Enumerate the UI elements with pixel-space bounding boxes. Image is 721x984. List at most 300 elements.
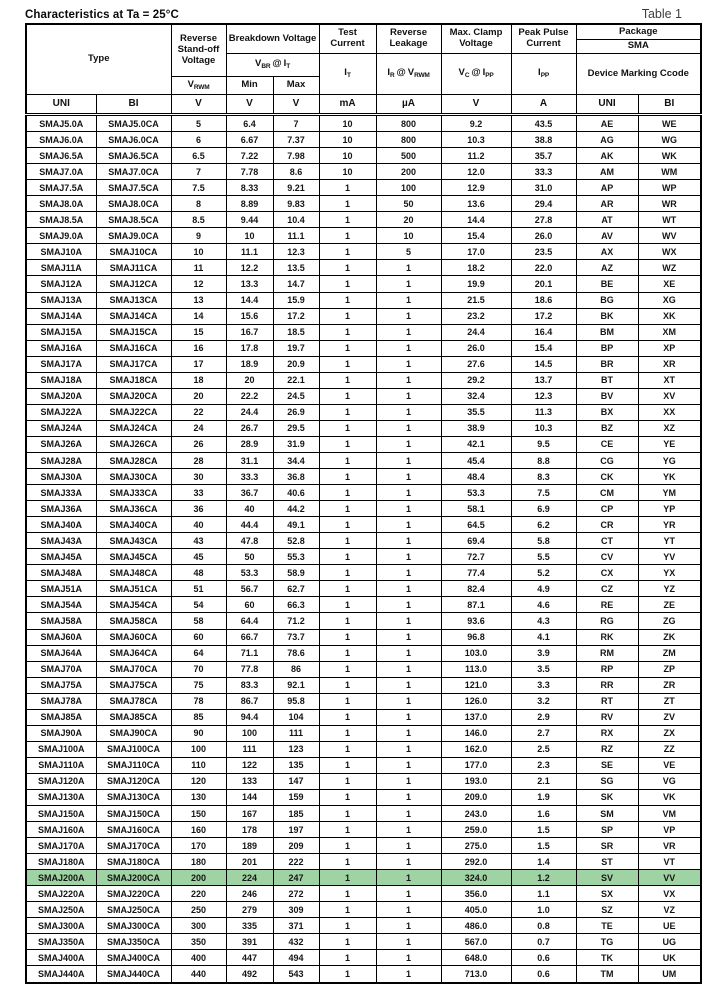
cell-test-current: 1	[319, 773, 376, 789]
cell-reverse-leakage: 1	[376, 645, 441, 661]
cell-vrwm: 8.5	[171, 212, 226, 228]
cell-marking-bi: XZ	[638, 420, 701, 436]
cell-reverse-leakage: 10	[376, 228, 441, 244]
cell-reverse-leakage: 1	[376, 469, 441, 485]
cell-reverse-leakage: 1	[376, 340, 441, 356]
cell-test-current: 1	[319, 661, 376, 677]
cell-vrwm: 10	[171, 244, 226, 260]
cell-type-uni: SMAJ36A	[26, 501, 96, 517]
cell-clamp-voltage: 10.3	[441, 132, 511, 148]
cell-vbr-min: 178	[226, 822, 273, 838]
cell-marking-bi: XT	[638, 372, 701, 388]
cell-vrwm: 150	[171, 806, 226, 822]
cell-type-bi: SMAJ18CA	[96, 372, 171, 388]
cell-clamp-voltage: 19.9	[441, 276, 511, 292]
cell-marking-bi: XM	[638, 324, 701, 340]
cell-vrwm: 22	[171, 404, 226, 420]
cell-vbr-min: 6.67	[226, 132, 273, 148]
cell-marking-bi: WT	[638, 212, 701, 228]
cell-clamp-voltage: 53.3	[441, 485, 511, 501]
cell-marking-uni: AZ	[576, 260, 638, 276]
header-breakdown-voltage: Breakdown Voltage	[226, 24, 319, 54]
cell-clamp-voltage: 209.0	[441, 789, 511, 805]
cell-type-uni: SMAJ45A	[26, 549, 96, 565]
cell-peak-pulse-current: 5.8	[511, 533, 576, 549]
cell-clamp-voltage: 648.0	[441, 950, 511, 966]
cell-clamp-voltage: 243.0	[441, 806, 511, 822]
cell-type-uni: SMAJ64A	[26, 645, 96, 661]
cell-vrwm: 30	[171, 469, 226, 485]
cell-reverse-leakage: 1	[376, 709, 441, 725]
cell-test-current: 1	[319, 934, 376, 950]
cell-vbr-max: 104	[273, 709, 319, 725]
cell-vrwm: 5	[171, 115, 226, 132]
cell-reverse-leakage: 1	[376, 757, 441, 773]
cell-type-bi: SMAJ180CA	[96, 854, 171, 870]
cell-test-current: 1	[319, 533, 376, 549]
table-row	[26, 517, 701, 533]
cell-type-uni: SMAJ33A	[26, 485, 96, 501]
cell-type-bi: SMAJ8.5CA	[96, 212, 171, 228]
cell-type-bi: SMAJ11CA	[96, 260, 171, 276]
cell-marking-bi: VM	[638, 806, 701, 822]
cell-vrwm: 60	[171, 629, 226, 645]
cell-vbr-min: 447	[226, 950, 273, 966]
cell-clamp-voltage: 21.5	[441, 292, 511, 308]
cell-clamp-voltage: 72.7	[441, 549, 511, 565]
cell-marking-uni: RZ	[576, 741, 638, 757]
cell-clamp-voltage: 275.0	[441, 838, 511, 854]
cell-vrwm: 130	[171, 789, 226, 805]
header-unit-uni: UNI	[26, 95, 96, 115]
cell-test-current: 1	[319, 196, 376, 212]
cell-clamp-voltage: 324.0	[441, 870, 511, 886]
cell-type-uni: SMAJ130A	[26, 789, 96, 805]
cell-marking-bi: XR	[638, 356, 701, 372]
table-row	[26, 741, 701, 757]
cell-test-current: 1	[319, 806, 376, 822]
cell-vbr-max: 185	[273, 806, 319, 822]
cell-type-bi: SMAJ400CA	[96, 950, 171, 966]
cell-vbr-min: 77.8	[226, 661, 273, 677]
cell-clamp-voltage: 87.1	[441, 597, 511, 613]
cell-clamp-voltage: 24.4	[441, 324, 511, 340]
cell-test-current: 1	[319, 549, 376, 565]
cell-vrwm: 110	[171, 757, 226, 773]
cell-type-uni: SMAJ9.0A	[26, 228, 96, 244]
cell-vbr-min: 44.4	[226, 517, 273, 533]
cell-reverse-leakage: 1	[376, 677, 441, 693]
table-row	[26, 308, 701, 324]
cell-vrwm: 170	[171, 838, 226, 854]
cell-marking-bi: UG	[638, 934, 701, 950]
header-reverse-leakage: Reverse Leakage	[376, 24, 441, 54]
cell-test-current: 1	[319, 709, 376, 725]
cell-peak-pulse-current: 0.7	[511, 934, 576, 950]
cell-vbr-max: 9.83	[273, 196, 319, 212]
header-max-clamp: Max. Clamp Voltage	[441, 24, 511, 54]
cell-marking-bi: ZV	[638, 709, 701, 725]
cell-type-uni: SMAJ440A	[26, 966, 96, 983]
cell-vrwm: 58	[171, 613, 226, 629]
cell-marking-bi: YM	[638, 485, 701, 501]
cell-clamp-voltage: 137.0	[441, 709, 511, 725]
cell-vrwm: 160	[171, 822, 226, 838]
cell-marking-uni: CV	[576, 549, 638, 565]
cell-peak-pulse-current: 14.5	[511, 356, 576, 372]
cell-reverse-leakage: 1	[376, 308, 441, 324]
table-row	[26, 677, 701, 693]
cell-vbr-max: 26.9	[273, 404, 319, 420]
cell-clamp-voltage: 121.0	[441, 677, 511, 693]
cell-type-bi: SMAJ51CA	[96, 581, 171, 597]
cell-marking-uni: RR	[576, 677, 638, 693]
cell-clamp-voltage: 567.0	[441, 934, 511, 950]
table-row	[26, 324, 701, 340]
table-row	[26, 356, 701, 372]
cell-type-uni: SMAJ28A	[26, 452, 96, 468]
cell-reverse-leakage: 1	[376, 388, 441, 404]
cell-peak-pulse-current: 16.4	[511, 324, 576, 340]
cell-marking-bi: VV	[638, 870, 701, 886]
cell-reverse-leakage: 1	[376, 613, 441, 629]
cell-vrwm: 13	[171, 292, 226, 308]
cell-marking-uni: RM	[576, 645, 638, 661]
cell-test-current: 1	[319, 629, 376, 645]
cell-vbr-max: 8.6	[273, 164, 319, 180]
cell-vrwm: 43	[171, 533, 226, 549]
table-row	[26, 180, 701, 196]
cell-vrwm: 28	[171, 452, 226, 468]
cell-reverse-leakage: 1	[376, 517, 441, 533]
cell-reverse-leakage: 1	[376, 789, 441, 805]
table-row	[26, 709, 701, 725]
cell-reverse-leakage: 1	[376, 725, 441, 741]
cell-type-uni: SMAJ300A	[26, 918, 96, 934]
cell-marking-uni: AP	[576, 180, 638, 196]
cell-type-uni: SMAJ43A	[26, 533, 96, 549]
cell-test-current: 1	[319, 276, 376, 292]
cell-marking-bi: VG	[638, 773, 701, 789]
table-row	[26, 613, 701, 629]
cell-vbr-max: 29.5	[273, 420, 319, 436]
cell-reverse-leakage: 1	[376, 549, 441, 565]
cell-vrwm: 24	[171, 420, 226, 436]
cell-type-uni: SMAJ350A	[26, 934, 96, 950]
cell-vbr-max: 92.1	[273, 677, 319, 693]
table-row	[26, 918, 701, 934]
cell-vbr-min: 64.4	[226, 613, 273, 629]
cell-vrwm: 220	[171, 886, 226, 902]
cell-peak-pulse-current: 7.5	[511, 485, 576, 501]
cell-reverse-leakage: 20	[376, 212, 441, 228]
cell-vbr-max: 209	[273, 838, 319, 854]
table-row	[26, 244, 701, 260]
table-row	[26, 260, 701, 276]
header-unit-a: A	[511, 95, 576, 115]
cell-vbr-min: 22.2	[226, 388, 273, 404]
cell-type-bi: SMAJ15CA	[96, 324, 171, 340]
cell-marking-uni: CK	[576, 469, 638, 485]
header-unit-v3: V	[273, 95, 319, 115]
cell-type-bi: SMAJ26CA	[96, 436, 171, 452]
cell-reverse-leakage: 1	[376, 934, 441, 950]
cell-vbr-max: 14.7	[273, 276, 319, 292]
cell-clamp-voltage: 64.5	[441, 517, 511, 533]
cell-reverse-leakage: 800	[376, 132, 441, 148]
cell-vrwm: 54	[171, 597, 226, 613]
cell-clamp-voltage: 259.0	[441, 822, 511, 838]
table-row	[26, 196, 701, 212]
cell-marking-bi: ZM	[638, 645, 701, 661]
cell-vbr-min: 122	[226, 757, 273, 773]
header-unit-v2: V	[226, 95, 273, 115]
cell-clamp-voltage: 58.1	[441, 501, 511, 517]
cell-clamp-voltage: 162.0	[441, 741, 511, 757]
cell-clamp-voltage: 713.0	[441, 966, 511, 983]
table-row	[26, 934, 701, 950]
cell-marking-uni: BZ	[576, 420, 638, 436]
cell-marking-bi: WE	[638, 115, 701, 132]
cell-vrwm: 9	[171, 228, 226, 244]
cell-marking-bi: YG	[638, 452, 701, 468]
table-row	[26, 629, 701, 645]
cell-clamp-voltage: 93.6	[441, 613, 511, 629]
cell-marking-bi: XX	[638, 404, 701, 420]
cell-test-current: 1	[319, 870, 376, 886]
cell-type-bi: SMAJ100CA	[96, 741, 171, 757]
cell-vbr-min: 71.1	[226, 645, 273, 661]
table-row	[26, 485, 701, 501]
cell-type-uni: SMAJ85A	[26, 709, 96, 725]
cell-vrwm: 75	[171, 677, 226, 693]
cell-vbr-min: 7.22	[226, 148, 273, 164]
table-row	[26, 404, 701, 420]
cell-type-bi: SMAJ45CA	[96, 549, 171, 565]
cell-vbr-max: 159	[273, 789, 319, 805]
cell-vbr-max: 7.98	[273, 148, 319, 164]
cell-vrwm: 7.5	[171, 180, 226, 196]
cell-vbr-max: 7	[273, 115, 319, 132]
cell-type-bi: SMAJ48CA	[96, 565, 171, 581]
table-row	[26, 902, 701, 918]
cell-vbr-min: 53.3	[226, 565, 273, 581]
cell-test-current: 1	[319, 757, 376, 773]
table-row	[26, 950, 701, 966]
cell-clamp-voltage: 82.4	[441, 581, 511, 597]
cell-reverse-leakage: 1	[376, 661, 441, 677]
cell-marking-uni: BG	[576, 292, 638, 308]
cell-marking-uni: AR	[576, 196, 638, 212]
cell-vbr-max: 9.21	[273, 180, 319, 196]
cell-type-uni: SMAJ14A	[26, 308, 96, 324]
cell-reverse-leakage: 1	[376, 773, 441, 789]
cell-test-current: 1	[319, 180, 376, 196]
cell-test-current: 1	[319, 613, 376, 629]
cell-type-uni: SMAJ8.5A	[26, 212, 96, 228]
cell-test-current: 1	[319, 436, 376, 452]
cell-vrwm: 6.5	[171, 148, 226, 164]
cell-peak-pulse-current: 2.3	[511, 757, 576, 773]
cell-reverse-leakage: 1	[376, 404, 441, 420]
cell-marking-uni: BX	[576, 404, 638, 420]
cell-vrwm: 8	[171, 196, 226, 212]
cell-marking-bi: ZK	[638, 629, 701, 645]
cell-type-uni: SMAJ6.5A	[26, 148, 96, 164]
cell-vbr-min: 94.4	[226, 709, 273, 725]
cell-marking-uni: AX	[576, 244, 638, 260]
cell-marking-bi: UE	[638, 918, 701, 934]
cell-marking-uni: SX	[576, 886, 638, 902]
cell-marking-bi: VR	[638, 838, 701, 854]
cell-type-bi: SMAJ7.0CA	[96, 164, 171, 180]
cell-vrwm: 78	[171, 693, 226, 709]
cell-type-uni: SMAJ48A	[26, 565, 96, 581]
cell-test-current: 10	[319, 148, 376, 164]
cell-marking-bi: ZX	[638, 725, 701, 741]
cell-reverse-leakage: 1	[376, 581, 441, 597]
cell-vbr-min: 167	[226, 806, 273, 822]
cell-vbr-min: 9.44	[226, 212, 273, 228]
cell-vbr-max: 19.7	[273, 340, 319, 356]
cell-vbr-max: 44.2	[273, 501, 319, 517]
cell-test-current: 1	[319, 902, 376, 918]
cell-peak-pulse-current: 4.1	[511, 629, 576, 645]
cell-clamp-voltage: 38.9	[441, 420, 511, 436]
cell-peak-pulse-current: 13.7	[511, 372, 576, 388]
table-row	[26, 661, 701, 677]
cell-vbr-min: 15.6	[226, 308, 273, 324]
cell-peak-pulse-current: 26.0	[511, 228, 576, 244]
table-row	[26, 132, 701, 148]
cell-vrwm: 14	[171, 308, 226, 324]
cell-type-uni: SMAJ8.0A	[26, 196, 96, 212]
cell-marking-bi: ZT	[638, 693, 701, 709]
table-row	[26, 966, 701, 983]
cell-peak-pulse-current: 3.3	[511, 677, 576, 693]
cell-type-uni: SMAJ70A	[26, 661, 96, 677]
cell-vrwm: 400	[171, 950, 226, 966]
cell-marking-uni: AV	[576, 228, 638, 244]
cell-vbr-max: 543	[273, 966, 319, 983]
cell-vrwm: 48	[171, 565, 226, 581]
cell-reverse-leakage: 1	[376, 356, 441, 372]
cell-peak-pulse-current: 15.4	[511, 340, 576, 356]
cell-vbr-max: 147	[273, 773, 319, 789]
cell-vrwm: 300	[171, 918, 226, 934]
cell-type-bi: SMAJ58CA	[96, 613, 171, 629]
cell-clamp-voltage: 12.9	[441, 180, 511, 196]
cell-type-uni: SMAJ220A	[26, 886, 96, 902]
header-ipp-symbol: $I_{PP}$	[511, 54, 576, 95]
cell-vbr-max: 272	[273, 886, 319, 902]
cell-type-uni: SMAJ400A	[26, 950, 96, 966]
cell-vbr-min: 17.8	[226, 340, 273, 356]
cell-marking-uni: CM	[576, 485, 638, 501]
cell-vbr-min: 26.7	[226, 420, 273, 436]
table-row	[26, 757, 701, 773]
cell-vrwm: 17	[171, 356, 226, 372]
cell-vbr-min: 12.2	[226, 260, 273, 276]
cell-marking-uni: SP	[576, 822, 638, 838]
cell-reverse-leakage: 1	[376, 838, 441, 854]
cell-marking-uni: BE	[576, 276, 638, 292]
cell-type-bi: SMAJ350CA	[96, 934, 171, 950]
cell-type-bi: SMAJ20CA	[96, 388, 171, 404]
cell-test-current: 1	[319, 501, 376, 517]
cell-test-current: 1	[319, 244, 376, 260]
cell-reverse-leakage: 100	[376, 180, 441, 196]
cell-test-current: 1	[319, 838, 376, 854]
table-row	[26, 581, 701, 597]
cell-marking-uni: SV	[576, 870, 638, 886]
cell-peak-pulse-current: 6.2	[511, 517, 576, 533]
cell-peak-pulse-current: 35.7	[511, 148, 576, 164]
cell-vbr-min: 33.3	[226, 469, 273, 485]
cell-vrwm: 36	[171, 501, 226, 517]
cell-reverse-leakage: 1	[376, 533, 441, 549]
cell-vbr-min: 10	[226, 228, 273, 244]
cell-peak-pulse-current: 33.3	[511, 164, 576, 180]
cell-reverse-leakage: 1	[376, 292, 441, 308]
cell-test-current: 1	[319, 597, 376, 613]
table-row	[26, 533, 701, 549]
cell-marking-bi: YZ	[638, 581, 701, 597]
cell-marking-bi: YX	[638, 565, 701, 581]
cell-test-current: 1	[319, 918, 376, 934]
cell-vbr-max: 52.8	[273, 533, 319, 549]
cell-marking-bi: VX	[638, 886, 701, 902]
cell-clamp-voltage: 15.4	[441, 228, 511, 244]
cell-reverse-leakage: 1	[376, 501, 441, 517]
cell-vbr-max: 62.7	[273, 581, 319, 597]
cell-type-bi: SMAJ60CA	[96, 629, 171, 645]
cell-peak-pulse-current: 2.5	[511, 741, 576, 757]
cell-marking-uni: AM	[576, 164, 638, 180]
cell-test-current: 1	[319, 356, 376, 372]
cell-test-current: 1	[319, 420, 376, 436]
cell-test-current: 1	[319, 404, 376, 420]
cell-vbr-max: 73.7	[273, 629, 319, 645]
cell-reverse-leakage: 1	[376, 372, 441, 388]
cell-peak-pulse-current: 2.7	[511, 725, 576, 741]
cell-vrwm: 70	[171, 661, 226, 677]
table-row	[26, 838, 701, 854]
header-package: Package	[576, 24, 701, 40]
cell-type-uni: SMAJ11A	[26, 260, 96, 276]
cell-vrwm: 20	[171, 388, 226, 404]
cell-type-bi: SMAJ12CA	[96, 276, 171, 292]
cell-type-bi: SMAJ30CA	[96, 469, 171, 485]
table-row	[26, 597, 701, 613]
cell-vbr-max: 18.5	[273, 324, 319, 340]
cell-type-bi: SMAJ43CA	[96, 533, 171, 549]
table-row	[26, 292, 701, 308]
cell-test-current: 1	[319, 645, 376, 661]
cell-peak-pulse-current: 1.1	[511, 886, 576, 902]
cell-marking-uni: AT	[576, 212, 638, 228]
cell-clamp-voltage: 103.0	[441, 645, 511, 661]
cell-marking-uni: RG	[576, 613, 638, 629]
cell-vbr-max: 11.1	[273, 228, 319, 244]
cell-vrwm: 440	[171, 966, 226, 983]
cell-clamp-voltage: 23.2	[441, 308, 511, 324]
cell-marking-bi: ZE	[638, 597, 701, 613]
cell-vbr-max: 10.4	[273, 212, 319, 228]
table-row	[26, 212, 701, 228]
header-min: Min	[226, 77, 273, 95]
cell-marking-bi: WR	[638, 196, 701, 212]
